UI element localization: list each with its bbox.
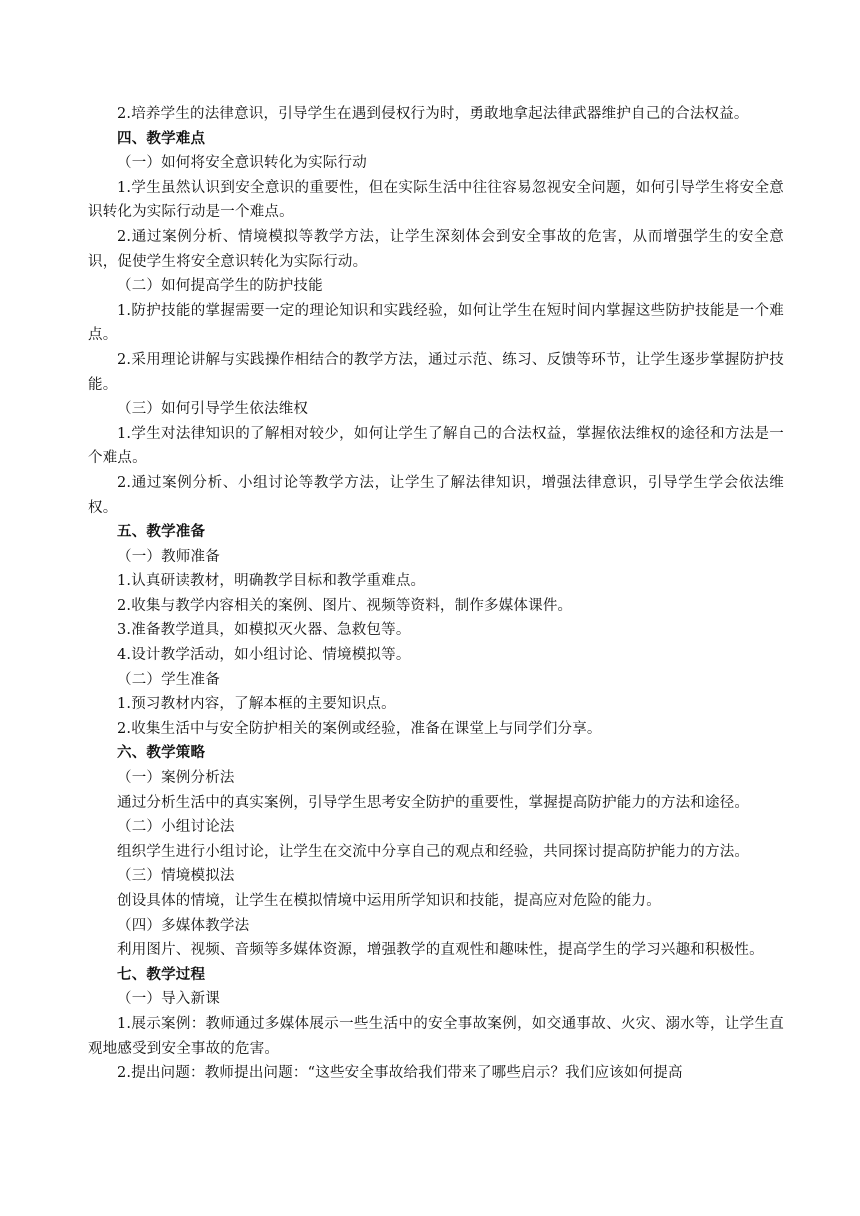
paragraph: 1.学生虽然认识到安全意识的重要性，但在实际生活中往往容易忽视安全问题，如何引导学生将安全意识转化为实际行动是一个难点。 <box>88 179 784 221</box>
subheading: （一）导入新课 <box>117 991 220 1008</box>
list-item: 2.收集生活中与安全防护相关的案例或经验，准备在课堂上与同学们分享。 <box>117 720 602 737</box>
list-item: 1.认真研读教材，明确教学目标和教学重难点。 <box>117 573 426 590</box>
subheading: （一）案例分析法 <box>117 770 235 787</box>
subheading: （四）多媒体教学法 <box>117 917 250 934</box>
paragraph: 通过分析生活中的真实案例，引导学生思考安全防护的重要性，掌握提高防护能力的方法和途径。 <box>117 794 750 811</box>
subheading: （一）教师准备 <box>117 548 220 565</box>
paragraph: 创设具体的情境，让学生在模拟情境中运用所学知识和技能，提高应对危险的能力。 <box>117 893 661 909</box>
paragraph: 1.防护技能的掌握需要一定的理论知识和实践经验，如何让学生在短时间内掌握这些防护技能是一个难点。 <box>88 302 784 344</box>
list-item: 3.准备教学道具，如模拟灭火器、急救包等。 <box>117 622 411 639</box>
subheading: （二）小组讨论法 <box>117 819 235 836</box>
section-heading: 四、教学难点 <box>117 130 206 147</box>
paragraph: 2.通过案例分析、情境模拟等教学方法，让学生深刻体会到安全事故的危害，从而增强学生的安全意识，促使学生将安全意识转化为实际行动。 <box>88 228 784 270</box>
paragraph: 组织学生进行小组讨论，让学生在交流中分享自己的观点和经验，共同探讨提高防护能力的方法。 <box>117 843 750 860</box>
paragraph: 1.展示案例：教师通过多媒体展示一些生活中的安全事故案例，如交通事故、火灾、溺水等，让学生直观地感受到安全事故的危害。 <box>88 1015 784 1057</box>
section-heading: 七、教学过程 <box>117 966 206 983</box>
section-heading: 五、教学准备 <box>117 524 206 541</box>
list-item: 2.收集与教学内容相关的案例、图片、视频等资料，制作多媒体课件。 <box>117 597 573 614</box>
subheading: （二）如何提高学生的防护技能 <box>117 278 323 295</box>
list-item: 4.设计教学活动，如小组讨论、情境模拟等。 <box>117 647 411 664</box>
subheading: （三）情境模拟法 <box>117 868 235 885</box>
list-item: 1.预习教材内容，了解本框的主要知识点。 <box>117 696 396 713</box>
subheading: （一）如何将安全意识转化为实际行动 <box>117 155 367 172</box>
document-body <box>88 102 784 1086</box>
section-heading: 六、教学策略 <box>117 745 206 762</box>
paragraph: 2.提出问题：教师提出问题：“这些安全事故给我们带来了哪些启示？我们应该如何提高 <box>117 1065 683 1082</box>
paragraph: 2.采用理论讲解与实践操作相结合的教学方法，通过示范、练习、反馈等环节，让学生逐步掌握防护技能。 <box>88 351 784 393</box>
paragraph: 2.培养学生的法律意识，引导学生在遇到侵权行为时，勇敢地拿起法律武器维护自己的合法权益。 <box>117 106 749 122</box>
paragraph: 2.通过案例分析、小组讨论等教学方法，让学生了解法律知识，增强法律意识，引导学生学会依法维权。 <box>88 474 784 516</box>
paragraph: 利用图片、视频、音频等多媒体资源，增强教学的直观性和趣味性，提高学生的学习兴趣和积极性。 <box>117 942 764 959</box>
subheading: （三）如何引导学生依法维权 <box>117 401 309 418</box>
subheading: （二）学生准备 <box>117 671 220 688</box>
paragraph: 1.学生对法律知识的了解相对较少，如何让学生了解自己的合法权益，掌握依法维权的途径和方法是一个难点。 <box>88 425 784 467</box>
